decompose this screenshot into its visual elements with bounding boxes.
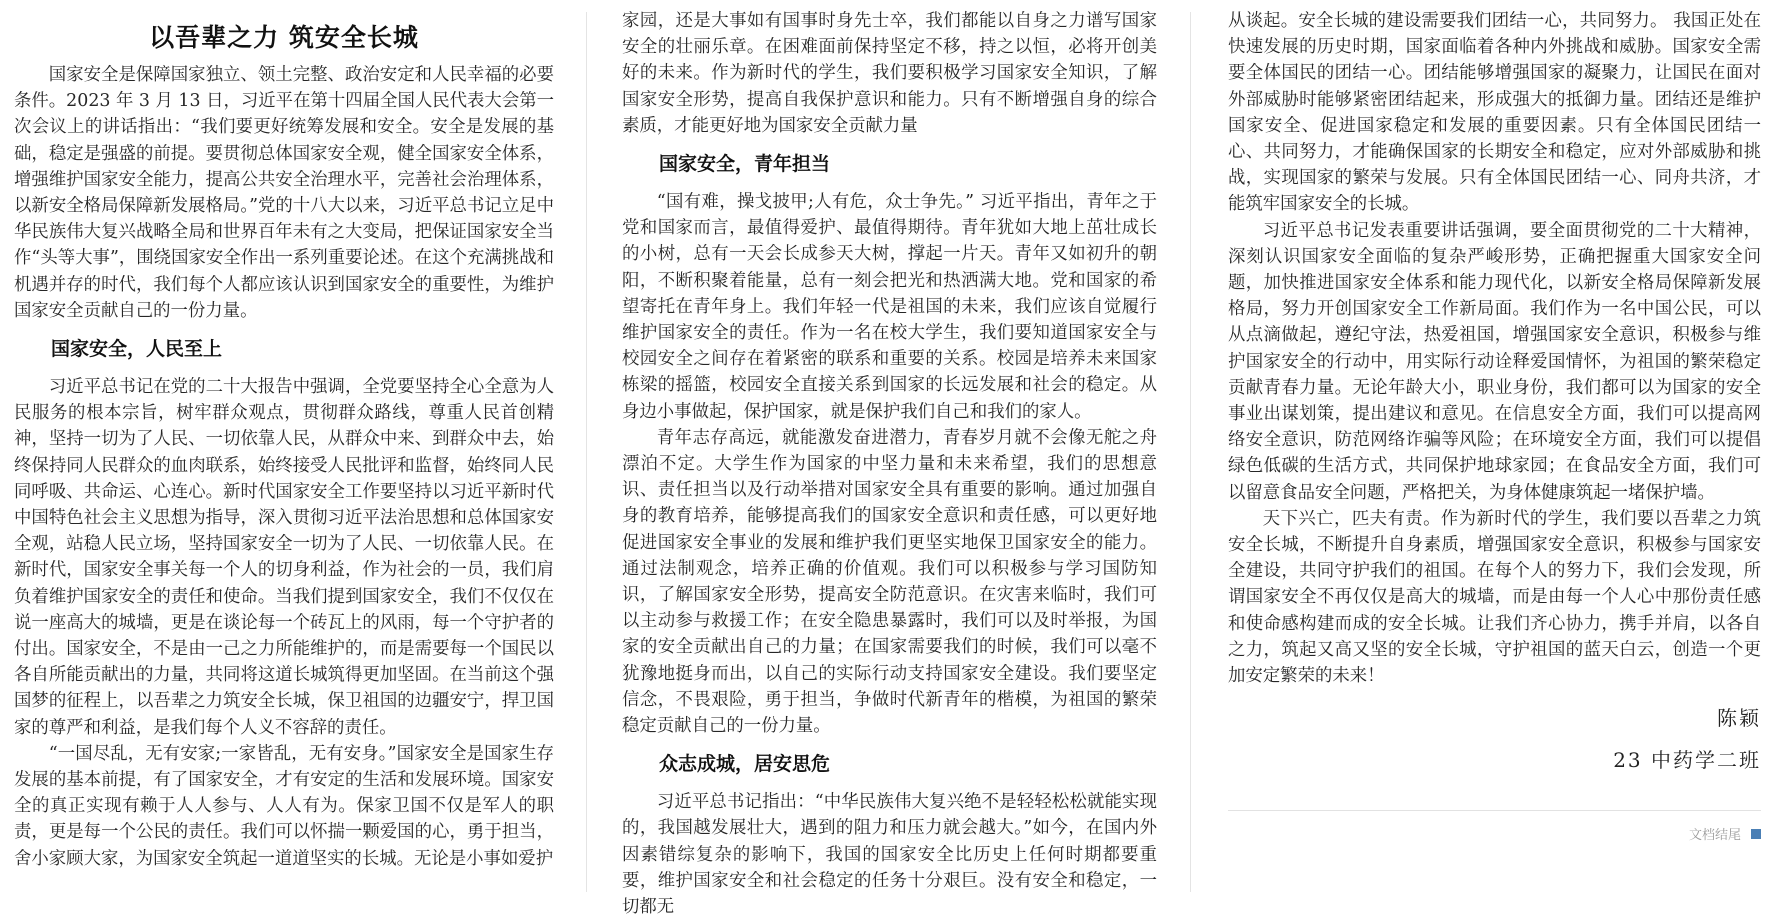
section1-paragraph-2-continued: 家园，还是大事如有国事时身先士卒，我们都能以自身之力谱写国家安全的壮丽乐章。在困难面前保持坚定不移，持之以恒，必将开创美好的未来。作为新时代的学生，我们要积极学习国家安全知识，了解国家安全形势，提高自我保护意识和能力。只有不断增强自身的综合素质，才能更好地为国家安全贡献力量 [622, 11, 1157, 136]
square-icon [1751, 829, 1761, 839]
section-heading-youth: 国家安全，青年担当 [659, 153, 831, 176]
column-1 [14, 0, 554, 917]
section3-paragraph-1-start: 习近平总书记指出：“中华民族伟大复兴绝不是轻轻松松就能实现的，我国越发展壮大，遇到的阻力和压力就会越大。”如今，在国内外因素错综复杂的影响下，我国的国家安全比历史上任何时期都要重要，维护国家安全和社会稳定的任务十分艰巨。没有安全和稳定，一切都无 [622, 792, 1157, 917]
column-3 [1228, 0, 1761, 917]
author-signature: 陈颖 [1717, 706, 1761, 731]
footer-divider [1228, 810, 1761, 811]
document-end-label: 文档结尾 [1688, 828, 1741, 843]
section-heading-unity: 众志成城，居安思危 [659, 753, 831, 776]
document-title: 以吾辈之力 筑安全长城 [149, 23, 419, 52]
section3-paragraph-3: 天下兴亡，匹夫有责。作为新时代的学生，我们要以吾辈之力筑安全长城，不断提升自身素质，增强国家安全意识，积极参与国家安全建设，共同守护我们的祖国。在每个人的努力下，我们会发现，所谓国家安全不再仅仅是高大的城墙，而是由每一个人心中那份责任感和使命感构建而成的安全长城。让我们齐心协力，携手并肩，以各自之力，筑起又高又坚的安全长城，守护祖国的蓝天白云，创造一个更加安定繁荣的未来！ [1228, 508, 1761, 687]
column-2 [622, 0, 1157, 917]
column-divider-left [586, 12, 587, 892]
section3-paragraph-2: 习近平总书记发表重要讲话强调，要全面贯彻党的二十大精神，深刻认识国家安全面临的复杂严峻形势，正确把握重大国家安全问题，加快推进国家安全体系和能力现代化，以新安全格局保障新发展格局，努力开创国家安全工作新局面。我们作为一名中国公民，可以从点滴做起，遵纪守法，热爱祖国，增强国家安全意识，积极参与维护国家安全的行动中，用实际行动诠释爱国情怀，为祖国的繁荣稳定贡献青春力量。无论年龄大小，职业身份，我们都可以为国家的安全事业出谋划策，提出建议和意见。在信息安全方面，我们可以提高网络安全意识，防范网络诈骗等风险；在环境安全方面，我们可以提倡绿色低碳的生活方式，共同保护地球家园；在食品安全方面，我们可以留意食品安全问题，严格把关，为身体健康筑起一堵保护墙。 [1228, 220, 1761, 503]
section1-paragraph-2-start: “一国尽乱，无有安家;一家皆乱，无有安身。”国家安全是国家生存发展的基本前提，有了国家安全，才有安定的生活和发展环境。国家安全的真正实现有赖于人人参与、人人有为。保家卫国不仅是军人的职责，更是每一个公民的责任。我们可以怀揣一颗爱国的心，勇于担当，舍小家顾大家，为国家安全筑起一道道坚实的长城。无论是小事如爱护 [14, 743, 554, 869]
section-heading-people-first: 国家安全，人民至上 [51, 338, 223, 361]
section2-paragraph-1: “国有难，操戈披甲;人有危，众士争先。” 习近平指出，青年之于党和国家而言，最值得爱护、最值得期待。青年犹如大地上茁壮成长的小树，总有一天会长成参天大树，撑起一片天。青年又如初升的朝阳，不断积聚着能量，总有一刻会把光和热洒满大地。党和国家的希望寄托在青年身上。我们年轻一代是祖国的未来，我们应该自觉履行维护国家安全的责任。作为一名在校大学生，我们要知道国家安全与校园安全之间存在着紧密的联系和重要的关系。校园是培养未来国家栋梁的摇篮，校园安全直接关系到国家的长远发展和社会的稳定。从身边小事做起，保护国家，就是保护我们自己和我们的家人。 [622, 192, 1157, 422]
column-divider-right [1190, 12, 1191, 892]
intro-paragraph: 国家安全是保障国家独立、领土完整、政治安定和人民幸福的必要条件。2023 年 3 月 13 日，习近平在第十四届全国人民代表大会第一次会议上的讲话指出：“我们要更好统筹发展和安全。安全是发展的基础，稳定是强盛的前提。要贯彻总体国家安全观，健全国家安全体系，增强维护国家安全能力，提高公共安全治理水平，完善社会治理体系，以新安全格局保障新发展格局。”党的十八大以来，习近平总书记立足中华民族伟大复兴战略全局和世界百年未有之大变局，把保证国家安全当作“头等大事”，围绕国家安全作出一系列重要论述。在这个充满挑战和机遇并存的时代，我们每个人都应该认识到国家安全的重要性，为维护国家安全贡献自己的一份力量。 [14, 65, 554, 321]
document-end-marker [1689, 824, 1761, 843]
author-class: 23 中药学二班 [1613, 748, 1761, 773]
section2-paragraph-2: 青年志存高远，就能激发奋进潜力，青春岁月就不会像无舵之舟漂泊不定。大学生作为国家的中坚力量和未来希望，我们的思想意识、责任担当以及行动举措对国家安全具有重要的影响。通过加强自身的教育培养，能够提高我们的国家安全意识和责任感，可以更好地促进国家安全事业的发展和维护我们更坚实地保卫国家安全的能力。通过法制观念，培养正确的价值观。我们可以积极参与学习国防知识，了解国家安全形势，提高安全防范意识。在灾害来临时，我们可以主动参与救援工作；在安全隐患暴露时，我们可以及时举报，为国家的安全贡献出自己的力量；在国家需要我们的时候，我们可以毫不犹豫地挺身而出，以自己的实际行动支持国家安全建设。我们要坚定信念，不畏艰险，勇于担当，争做时代新青年的楷模，为祖国的繁荣稳定贡献自己的一份力量。 [622, 427, 1157, 737]
section3-paragraph-1-continued: 从谈起。安全长城的建设需要我们团结一心，共同努力。 我国正处在快速发展的历史时期，国家面临着各种内外挑战和威胁。国家安全需要全体国民的团结一心。团结能够增强国家的凝聚力，让国民在面对外部威胁时能够紧密团结起来，形成强大的抵御力量。团结还是维护国家安全、促进国家稳定和发展的重要因素。只有全体国民团结一心、共同努力，才能确保国家的长期安全和稳定，应对外部威胁和挑战，实现国家的繁荣与发展。只有全体国民团结一心、同舟共济，才能筑牢国家安全的长城。 [1228, 11, 1761, 215]
section1-paragraph-1: 习近平总书记在党的二十大报告中强调，全党要坚持全心全意为人民服务的根本宗旨，树牢群众观点，贯彻群众路线，尊重人民首创精神，坚持一切为了人民、一切依靠人民，从群众中来、到群众中去，始终保持同人民群众的血肉联系，始终接受人民批评和监督，始终同人民同呼吸、共命运、心连心。新时代国家安全工作要坚持以习近平新时代中国特色社会主义思想为指导，深入贯彻习近平法治思想和总体国家安全观，站稳人民立场，坚持国家安全一切为了人民、一切依靠人民。在新时代，国家安全事关每一个人的切身利益，作为社会的一员，我们肩负着维护国家安全的责任和使命。当我们提到国家安全，我们不仅仅在说一座高大的城墙，更是在谈论每一个砖瓦上的风雨，每一个守护者的付出。国家安全，不是由一己之力所能维护的，而是需要每一个国民以各自所能贡献出的力量，共同将这道长城筑得更加坚固。在当前这个强国梦的征程上，以吾辈之力筑安全长城，保卫祖国的边疆安宁，捍卫国家的尊严和利益，是我们每个人义不容辞的责任。 [14, 377, 554, 738]
